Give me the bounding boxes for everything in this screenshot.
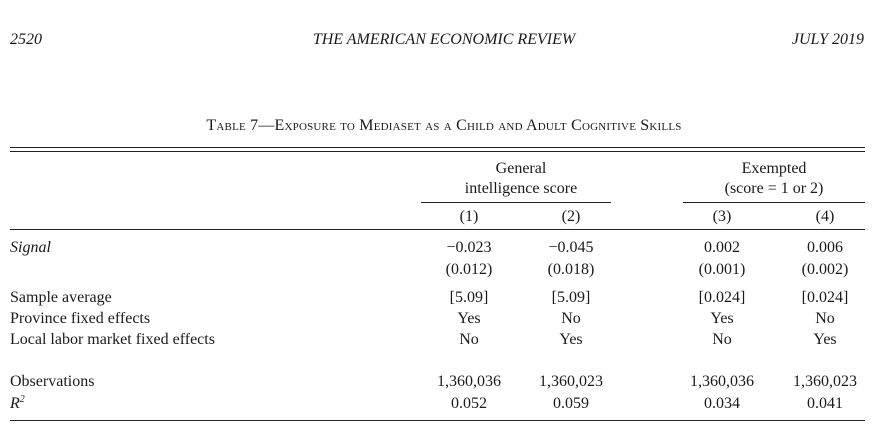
group-underline-general (421, 202, 611, 203)
observations-4: 1,360,023 (793, 373, 857, 390)
sample-average-3: [0.024] (698, 289, 746, 306)
row-label-signal: Signal (10, 239, 51, 256)
sample-average-1: [5.09] (449, 289, 489, 306)
column-number-2: (2) (561, 208, 581, 225)
row-label-observations: Observations (10, 373, 95, 390)
group-underline-exempted (683, 202, 865, 203)
column-number-1: (1) (459, 208, 479, 225)
llm-fe-3: No (712, 331, 732, 348)
row-label-province-fe: Province fixed effects (10, 310, 151, 327)
signal-coef-4: 0.006 (807, 239, 843, 256)
row-label-llm-fe: Local labor market fixed effects (10, 331, 215, 348)
province-fe-1: Yes (457, 310, 481, 327)
r-squared-1: 0.052 (451, 395, 487, 412)
signal-se-2: (0.018) (547, 261, 595, 278)
group-header-general-line1: General (495, 160, 547, 177)
issue-date: JULY 2019 (791, 31, 864, 48)
signal-se-4: (0.002) (801, 261, 849, 278)
observations-2: 1,360,023 (539, 373, 603, 390)
llm-fe-4: Yes (813, 331, 837, 348)
journal-title: THE AMERICAN ECONOMIC REVIEW (312, 31, 576, 48)
llm-fe-2: Yes (559, 331, 583, 348)
page-number: 2520 (10, 31, 42, 48)
table-caption: Table 7—Exposure to Mediaset as a Child and Adult Cognitive Skills (206, 117, 682, 134)
header-bottom-rule (10, 229, 865, 230)
sample-average-4: [0.024] (801, 289, 849, 306)
observations-1: 1,360,036 (437, 373, 501, 390)
column-number-3: (3) (712, 208, 732, 225)
group-header-exempted-line1: Exempted (741, 160, 807, 177)
group-header-exempted-line2: (score = 1 or 2) (724, 180, 824, 197)
r-squared-base: R (10, 395, 20, 412)
province-fe-3: Yes (710, 310, 734, 327)
signal-se-1: (0.012) (445, 261, 493, 278)
signal-coef-1: −0.023 (446, 239, 492, 256)
r-squared-2: 0.059 (553, 395, 589, 412)
row-label-r-squared (10, 394, 25, 414)
signal-coef-2: −0.045 (548, 239, 594, 256)
table-top-rule-2 (10, 151, 865, 152)
signal-se-3: (0.001) (698, 261, 746, 278)
group-header-general-line2: intelligence score (464, 180, 578, 197)
llm-fe-1: No (459, 331, 479, 348)
r-squared-superscript: 2 (19, 394, 25, 405)
province-fe-4: No (815, 310, 835, 327)
table-top-rule (10, 147, 865, 148)
column-number-4: (4) (815, 208, 835, 225)
row-label-sample-average: Sample average (10, 289, 112, 306)
table-bottom-rule (10, 420, 865, 421)
province-fe-2: No (561, 310, 581, 327)
r-squared-3: 0.034 (704, 395, 740, 412)
signal-coef-3: 0.002 (704, 239, 740, 256)
r-squared-4: 0.041 (807, 395, 843, 412)
sample-average-2: [5.09] (551, 289, 591, 306)
observations-3: 1,360,036 (690, 373, 754, 390)
